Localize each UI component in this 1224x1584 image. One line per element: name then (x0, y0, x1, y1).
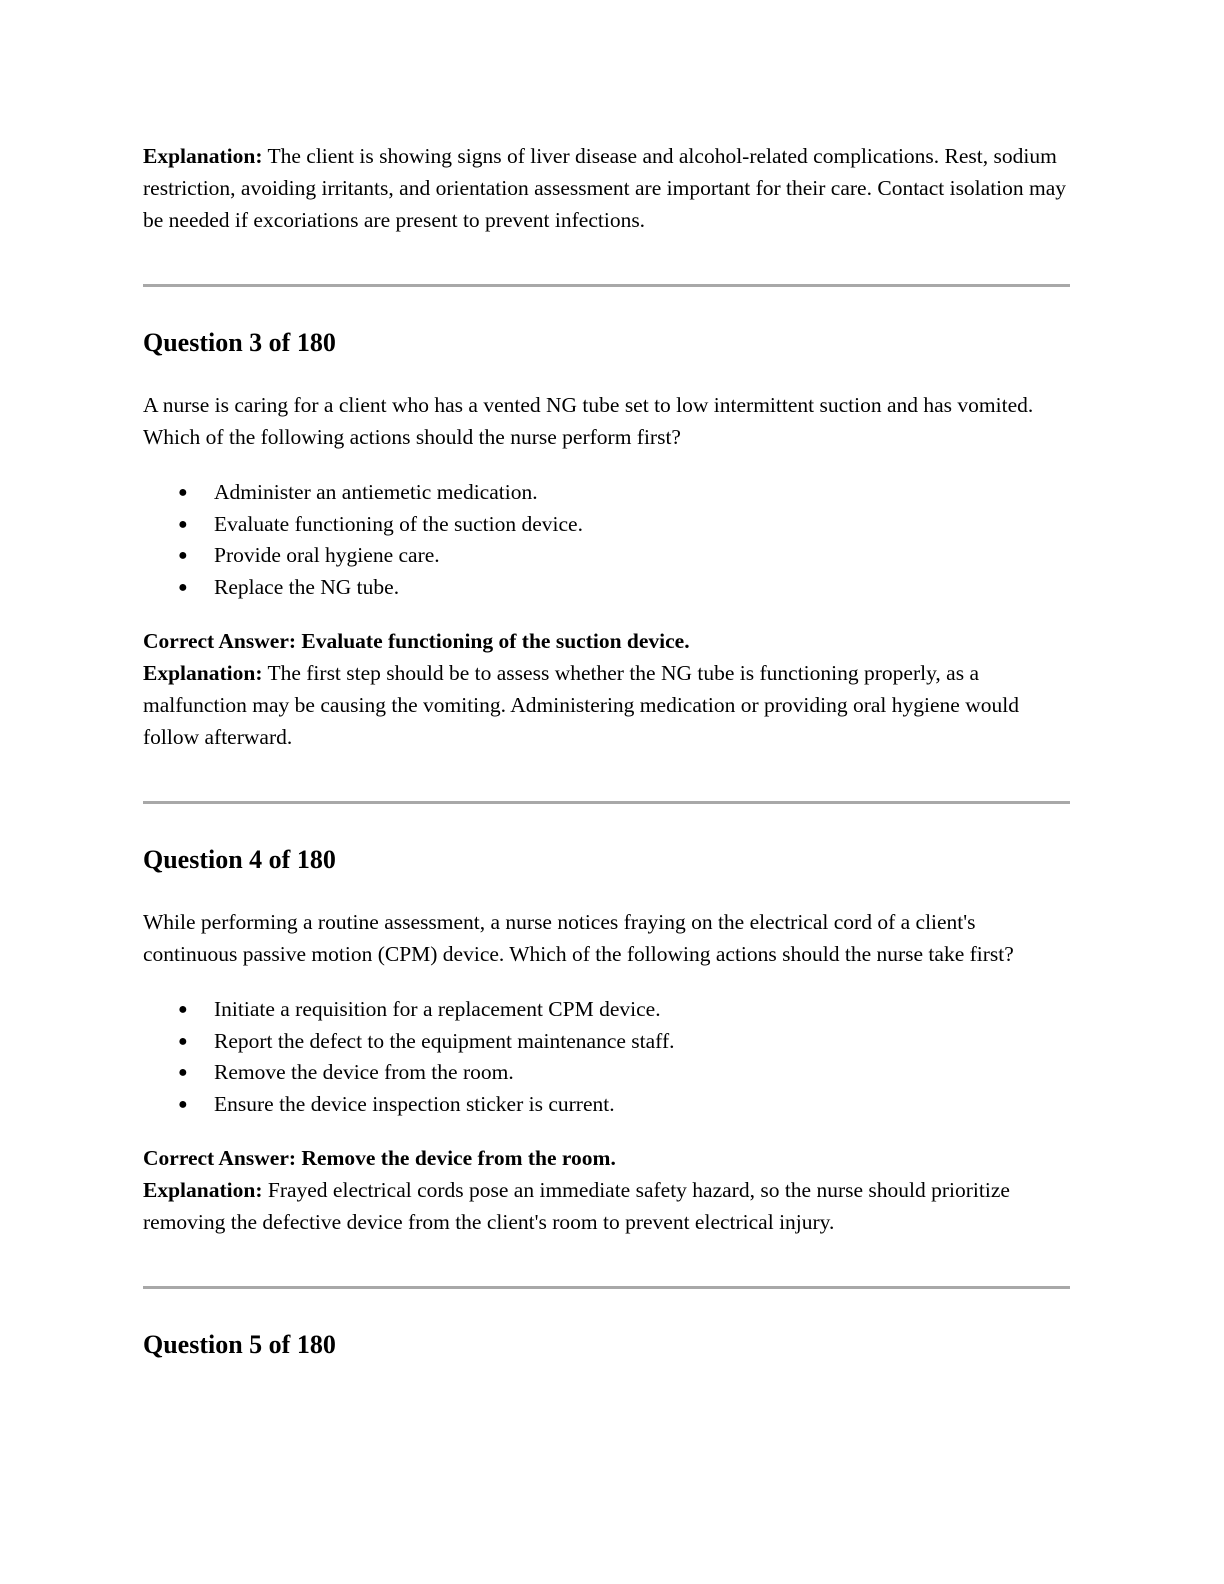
option-text: Initiate a requisition for a replacement CPM device. (214, 997, 661, 1021)
bullet-icon: ● (178, 1064, 188, 1081)
answer-block (143, 625, 1073, 753)
explanation-text: The client is showing signs of liver disease and alcohol-related complications. Rest, sodium restriction, avoiding irritants, and orientation assessment are important for their care. Contact isolation may be needed if excoriations are present to prevent infections. (143, 144, 1067, 232)
option-item (178, 1026, 1073, 1058)
bullet-icon: ● (178, 578, 188, 596)
option-item (178, 1089, 1073, 1121)
answer-options (143, 994, 1073, 1120)
answer-explanation (143, 657, 1073, 753)
bullet-icon: ● (178, 1095, 188, 1113)
explanation-text: Frayed electrical cords pose an immediate safety hazard, so the nurse should prioritize removing the defective device from the client's room to prevent electrical injury. (143, 1178, 1010, 1234)
answer-explanation (143, 1174, 1073, 1238)
bullet-icon: ● (178, 1001, 188, 1018)
question-5 (143, 1289, 1073, 1391)
correct-answer: Correct Answer: Evaluate functioning of the suction device. (143, 629, 690, 653)
explanation-label: Explanation: (143, 144, 263, 168)
question-3 (143, 287, 1073, 753)
intro-explanation (143, 140, 1073, 236)
bullet-icon: ● (178, 515, 188, 533)
option-text: Replace the NG tube. (214, 574, 400, 599)
option-text: Administer an antiemetic medication. (214, 480, 538, 504)
explanation-label: Explanation: (143, 661, 263, 685)
question-heading: Question 3 of 180 (143, 328, 336, 357)
option-text: Report the defect to the equipment maintenance staff. (214, 1028, 675, 1053)
answer-options (143, 477, 1073, 603)
option-text: Remove the device from the room. (214, 1060, 514, 1084)
explanation-label: Explanation: (143, 1178, 263, 1202)
question-stem: While performing a routine assessment, a nurse notices fraying on the electrical cord of a client's continuous passive motion (CPM) device. Which of the following actions should the nurse take first? (143, 910, 1014, 966)
option-item (178, 540, 1073, 572)
question-4 (143, 804, 1073, 1238)
option-item (178, 994, 1073, 1026)
option-item (178, 477, 1073, 509)
question-stem: A nurse is caring for a client who has a vented NG tube set to low intermittent suction and has vomited. Which of the following actions should the nurse perform first? (143, 393, 1034, 449)
explanation-text: The first step should be to assess whether the NG tube is functioning properly, as a malfunction may be causing the vomiting. Administering medication or providing oral hygiene would follow afterward. (143, 661, 1019, 749)
document-page (143, 140, 1073, 1391)
option-text: Provide oral hygiene care. (214, 543, 440, 567)
question-heading: Question 5 of 180 (143, 1330, 336, 1359)
bullet-icon: ● (178, 1032, 188, 1050)
correct-answer: Correct Answer: Remove the device from the room. (143, 1146, 616, 1170)
option-item (178, 1057, 1073, 1089)
option-text: Ensure the device inspection sticker is current. (214, 1091, 615, 1116)
answer-block (143, 1142, 1073, 1238)
option-text: Evaluate functioning of the suction device. (214, 511, 583, 536)
bullet-icon: ● (178, 547, 188, 564)
question-heading: Question 4 of 180 (143, 845, 336, 874)
bullet-icon: ● (178, 484, 188, 501)
option-item (178, 509, 1073, 541)
option-item (178, 572, 1073, 604)
